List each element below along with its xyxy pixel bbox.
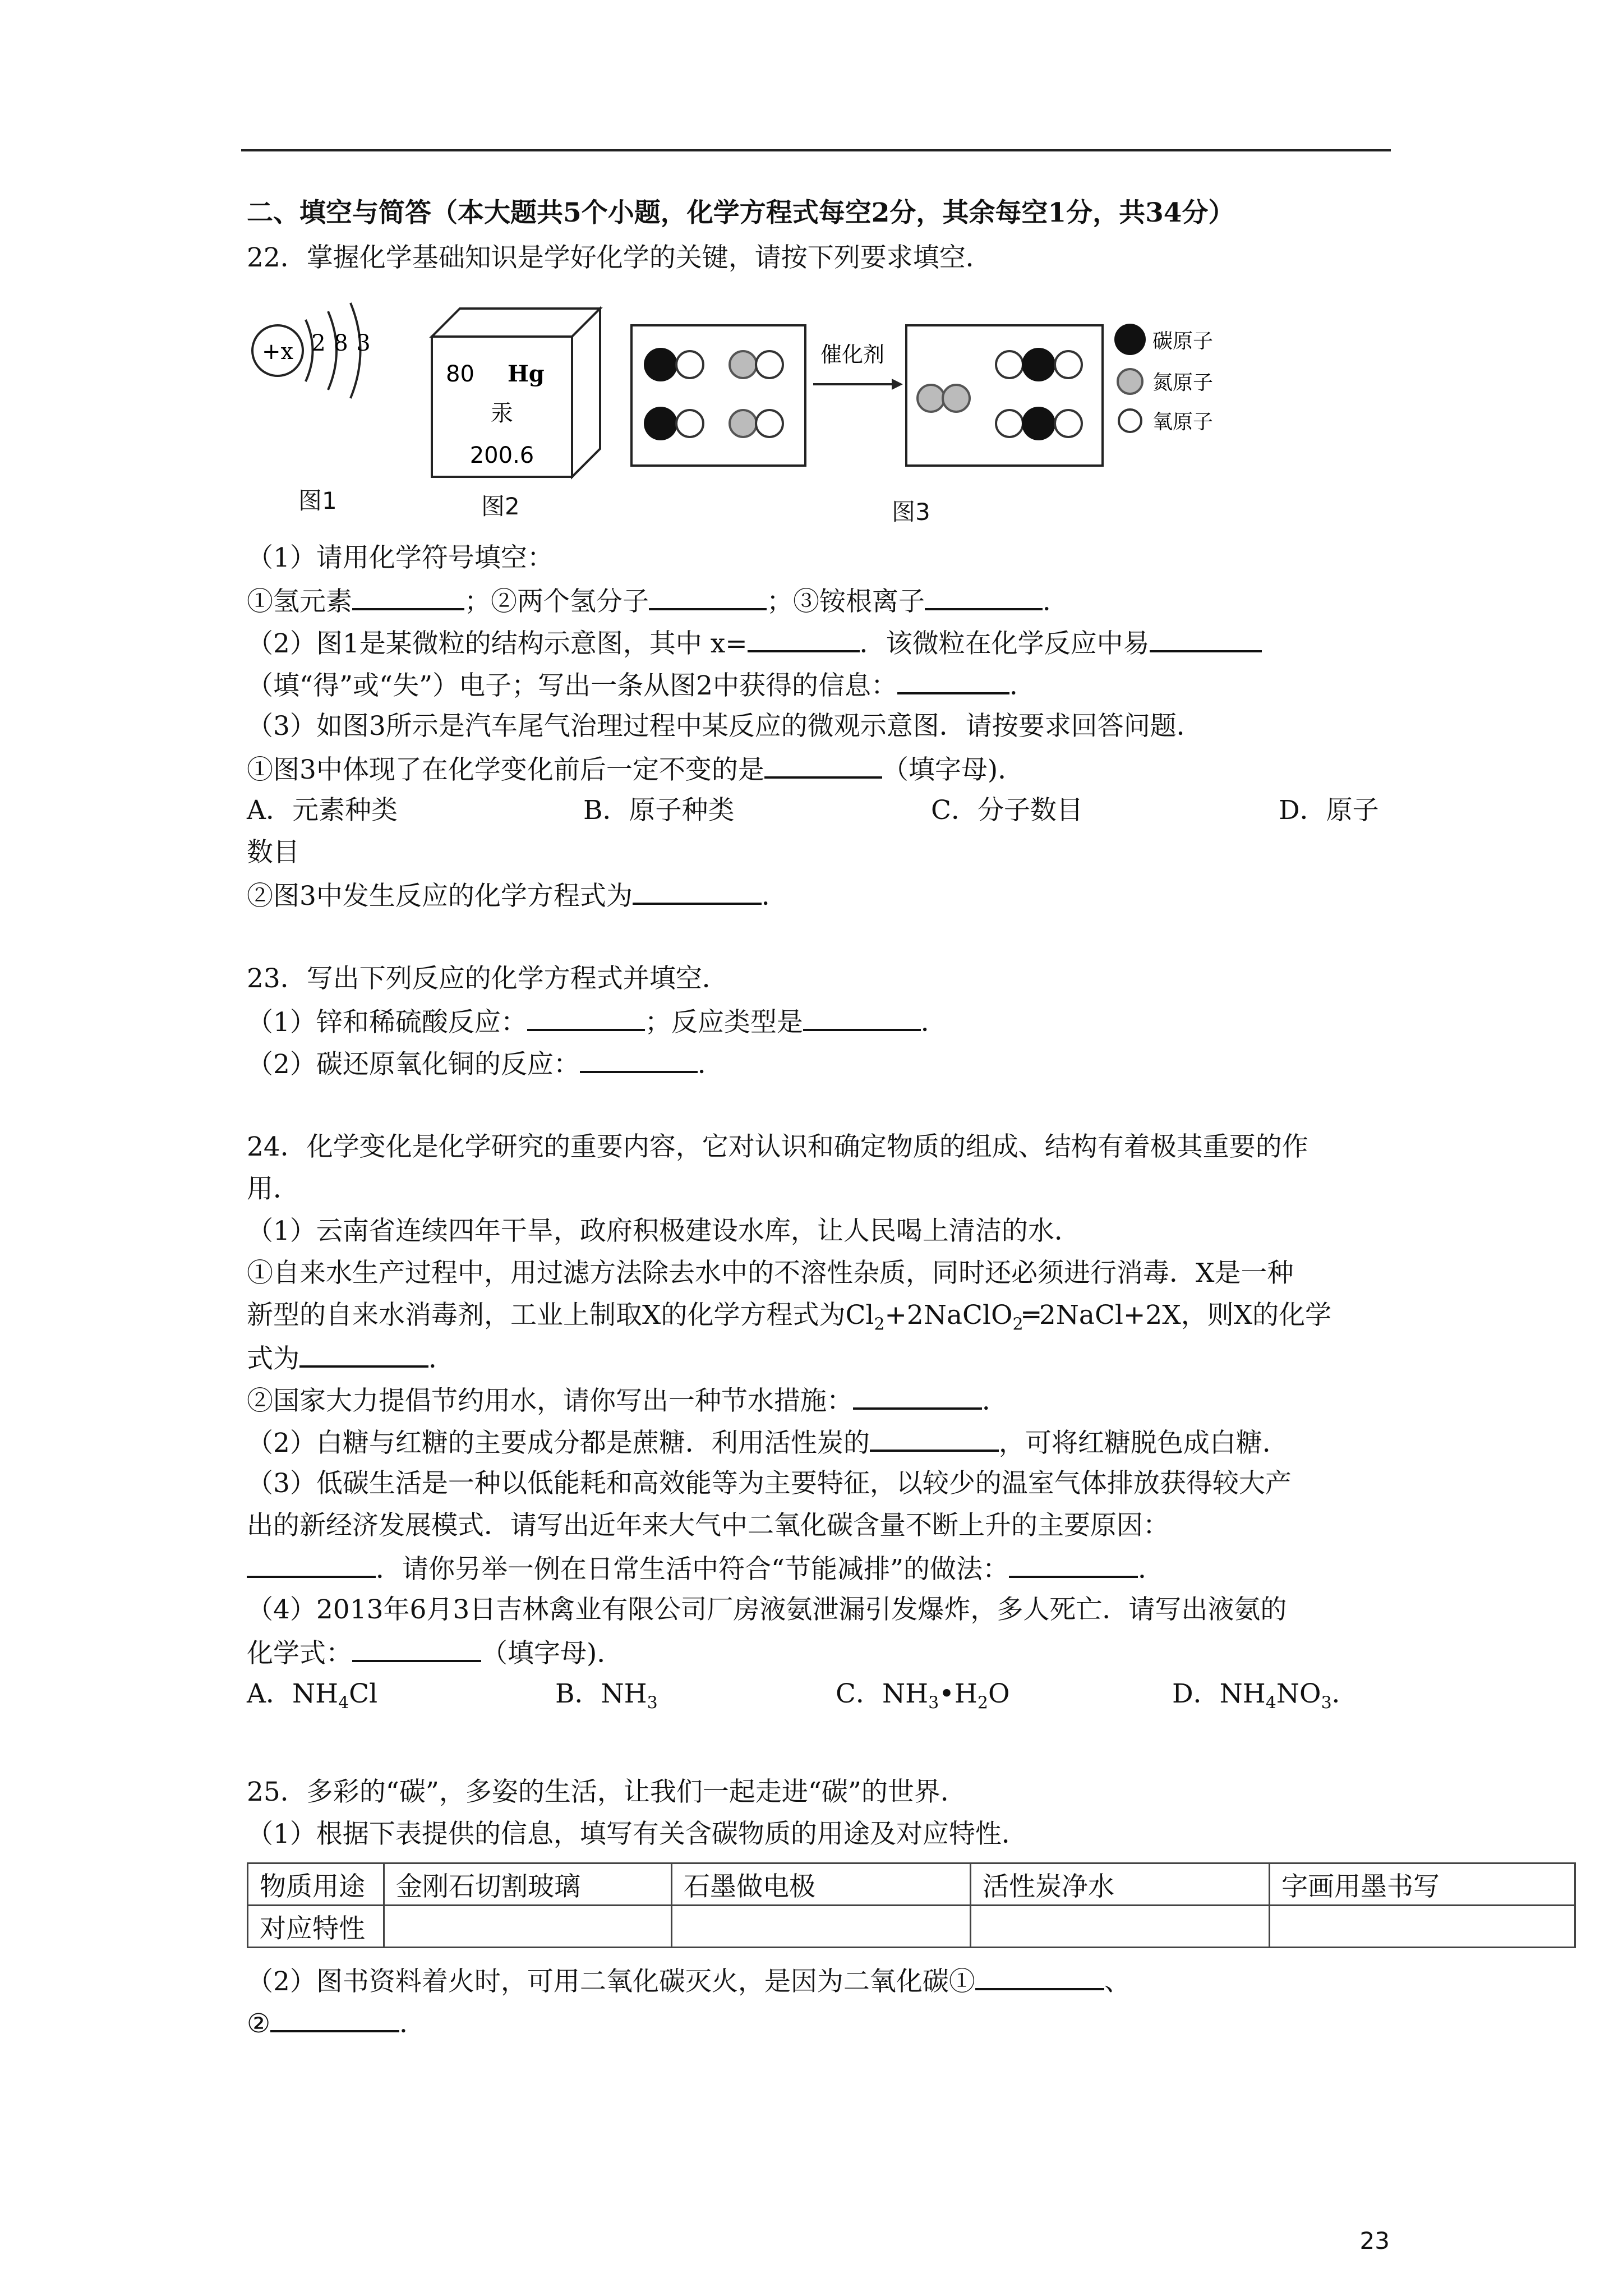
answer-cell[interactable]	[971, 1906, 1270, 1948]
q24-stem-line1: 24．化学变化是化学研究的重要内容，它对认识和确定物质的组成、结构有着极其重要的作	[247, 1131, 1308, 1162]
answer-blank[interactable]	[247, 1551, 376, 1578]
page-number: 23	[1359, 2227, 1390, 2254]
answer-blank[interactable]	[1150, 625, 1262, 652]
fig1-shell-1: 2	[311, 330, 326, 356]
q24-option-b: B．$NH_3$	[555, 1678, 658, 1713]
q23-part2: （2）碳还原氧化铜的反应： ．	[247, 1046, 724, 1082]
table-cell: 石墨做电极	[672, 1864, 971, 1906]
answer-blank[interactable]	[764, 752, 882, 779]
fig2-caption: 图2	[481, 493, 520, 520]
answer-blank[interactable]	[299, 1341, 428, 1368]
q22-part1-items: ①氢元素 ；②两个氢分子 ；③铵根离子 ．	[247, 583, 1069, 619]
fig3-reaction-diagram	[628, 320, 1234, 477]
q24-part2: （2）白糖与红糖的主要成分都是蔗糖．利用活性炭的 ，可将红糖脱色成白糖．	[247, 1425, 1289, 1460]
fig1-shell-2: 8	[334, 330, 348, 356]
fig2-atomic-mass: 200.6	[469, 443, 534, 468]
q23-stem: 23．写出下列反应的化学方程式并填空．	[247, 963, 728, 994]
answer-blank[interactable]	[853, 1383, 982, 1410]
fig3-legend-carbon: 碳原子	[1152, 330, 1214, 353]
answer-blank[interactable]	[897, 668, 1009, 694]
q24-part3-line2: 出的新经济发展模式．请写出近年来大气中二氧化碳含量不断上升的主要原因：	[247, 1510, 1169, 1541]
q24-option-d: D．$NH_4NO_3$．	[1172, 1678, 1358, 1713]
answer-blank[interactable]	[352, 1635, 481, 1662]
table-cell: 金刚石切割玻璃	[384, 1864, 672, 1906]
table-cell: 对应特性	[248, 1906, 384, 1948]
q22-option-a: A．元素种类	[247, 795, 398, 826]
header-rule	[241, 149, 1391, 151]
table-cell: 物质用途	[248, 1864, 384, 1906]
answer-blank[interactable]	[270, 2005, 399, 2032]
table-cell: 字画用墨书写	[1270, 1864, 1575, 1906]
carbon-uses-table	[247, 1862, 1576, 1948]
answer-cell[interactable]	[384, 1906, 672, 1948]
q25-part2-line2: ② ．	[247, 2005, 426, 2041]
q22-part1: （1）请用化学符号填空：	[247, 542, 554, 573]
fig3-legend-oxygen: 氧原子	[1152, 411, 1214, 434]
answer-blank[interactable]	[352, 583, 464, 610]
fig1-atom-diagram	[247, 297, 381, 404]
fig1-shell-3: 3	[356, 330, 371, 356]
q25-stem: 25．多彩的“碳”，多姿的生活，让我们一起走进“碳”的世界．	[247, 1777, 967, 1807]
q22-part2-line1: （2）图1是某微粒的结构示意图，其中 x= ．该微粒在化学反应中易	[247, 625, 1262, 661]
q22-stem: 22．掌握化学基础知识是学好化学的关键，请按下列要求填空．	[247, 242, 992, 273]
q24-part4-line1: （4）2013年6月3日吉林禽业有限公司厂房液氨泄漏引发爆炸，多人死亡．请写出液氨的	[247, 1594, 1287, 1625]
q22-part3-2: ②图3中发生反应的化学方程式为 ．	[247, 878, 788, 913]
answer-blank[interactable]	[633, 878, 762, 905]
answer-blank[interactable]	[748, 625, 860, 652]
q24-part1-2: ②国家大力提倡节约用水，请你写出一种节水措施： ．	[247, 1383, 1008, 1418]
q22-part2-line2: （填“得”或“失”）电子；写出一条从图2中获得的信息： ．	[247, 668, 1036, 703]
table-cell: 活性炭净水	[971, 1864, 1270, 1906]
fig3-caption: 图3	[892, 498, 930, 526]
answer-blank[interactable]	[527, 1004, 645, 1031]
q24-part1: （1）云南省连续四年干旱，政府积极建设水库，让人民喝上清洁的水．	[247, 1216, 1081, 1246]
q22-part3: （3）如图3所示是汽车尾气治理过程中某反应的微观示意图．请按要求回答问题．	[247, 711, 1203, 742]
q25-part1: （1）根据下表提供的信息，填写有关含碳物质的用途及对应特性．	[247, 1819, 1028, 1849]
q24-stem-line2: 用．	[247, 1174, 299, 1204]
fig2-element-name: 汞	[491, 401, 513, 426]
fig3-catalyst-label: 催化剂	[820, 342, 885, 367]
table-row	[248, 1906, 1575, 1948]
q24-option-a: A．$NH_4Cl$	[247, 1678, 378, 1713]
q22-option-c: C．分子数目	[931, 795, 1083, 826]
q23-part1: （1）锌和稀硫酸反应： ；反应类型是 ．	[247, 1004, 947, 1039]
section-title: 二、填空与简答（本大题共5个小题，化学方程式每空2分，其余每空1分，共34分）	[247, 197, 1235, 228]
q24-part1-1-line3: 式为 ．	[247, 1341, 455, 1376]
table-row	[248, 1864, 1575, 1906]
fig1-caption: 图1	[298, 487, 337, 514]
answer-blank[interactable]	[870, 1425, 999, 1452]
answer-blank[interactable]	[975, 1963, 1104, 1990]
q24-part4-line2: 化学式： （填字母)．	[247, 1635, 623, 1671]
q24-part1-1-line2: 新型的自来水消毒剂，工业上制取X的化学方程式为$Cl_2+2NaClO_2═2NaCl+2X$，则X的化学	[247, 1300, 1332, 1335]
q22-option-d-cont: 数目	[247, 837, 299, 868]
answer-cell[interactable]	[1270, 1906, 1575, 1948]
fig2-atomic-number: 80	[446, 361, 474, 387]
answer-cell[interactable]	[672, 1906, 971, 1948]
q22-option-d: D．原子	[1279, 795, 1379, 826]
q24-part3-line3: ．请你另举一例在日常生活中符合“节能减排”的做法： ．	[247, 1551, 1164, 1586]
q22-option-b: B．原子种类	[583, 795, 735, 826]
q22-part3-1: ①图3中体现了在化学变化前后一定不变的是 （填字母)．	[247, 752, 1024, 787]
q24-part1-1-line1: ①自来水生产过程中，用过滤方法除去水中的不溶性杂质，同时还必须进行消毒．X是一种	[247, 1258, 1294, 1289]
answer-blank[interactable]	[1009, 1551, 1138, 1578]
answer-blank[interactable]	[803, 1004, 921, 1031]
fig1-nucleus: +x	[261, 339, 294, 365]
fig2-element-cube	[426, 303, 606, 482]
answer-blank[interactable]	[649, 583, 767, 610]
answer-blank[interactable]	[925, 583, 1043, 610]
answer-blank[interactable]	[580, 1046, 698, 1073]
q25-part2-line1: （2）图书资料着火时，可用二氧化碳灭火，是因为二氧化碳① 、	[247, 1963, 1131, 1999]
q24-option-c: C．$NH_3•H_2O$	[836, 1678, 1010, 1713]
q24-part3-line1: （3）低碳生活是一种以低能耗和高效能等为主要特征，以较少的温室气体排放获得较大产	[247, 1468, 1292, 1499]
fig3-legend-nitrogen: 氮原子	[1152, 371, 1214, 394]
fig2-symbol: Hg	[508, 361, 545, 387]
